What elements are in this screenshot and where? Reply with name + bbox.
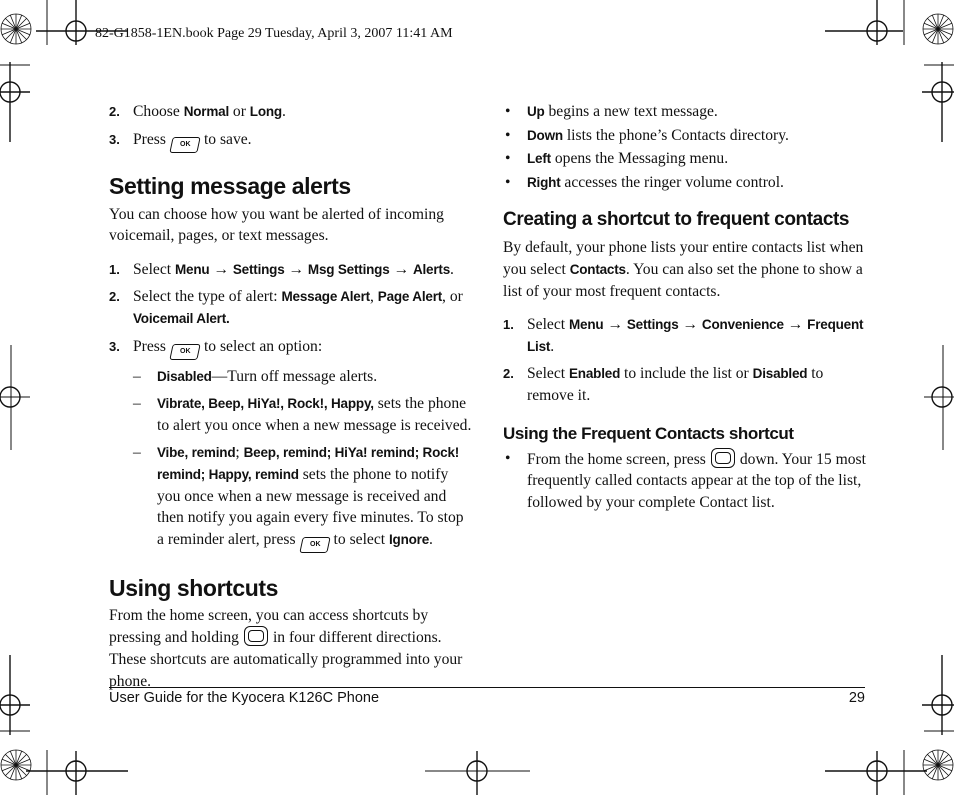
alerts-step-3: 3. Press OK to select an option: — [109, 336, 474, 360]
ok-key-icon: OK — [299, 537, 330, 553]
alerts-step-2: 2. Select the type of alert: Message Alert, Page Alert, or Voicemail Alert. — [109, 288, 463, 326]
heading-creating-shortcut: Creating a shortcut to frequent contacts — [503, 209, 850, 231]
direction-right: • Right accesses the ringer volume control. — [505, 173, 784, 191]
ok-key-icon: OK — [169, 344, 200, 360]
direction-left: • Left opens the Messaging menu. — [505, 150, 729, 168]
direction-down: • Down lists the phone’s Contacts directory. — [505, 126, 789, 144]
page-number: 29 — [848, 690, 865, 706]
heading-using-shortcuts: Using shortcuts — [109, 574, 279, 601]
book-header-line: 82-G1858-1EN.book Page 29 Tuesday, April 3, 2007 11:41 AM — [95, 26, 453, 41]
right-column — [503, 101, 868, 513]
navigation-key-icon — [244, 626, 268, 646]
ok-key-icon: OK — [169, 137, 200, 153]
heading-using-frequent-contacts: Using the Frequent Contacts shortcut — [503, 423, 794, 443]
left-column — [109, 101, 474, 692]
option-disabled: – Disabled—Turn off message alerts. — [133, 367, 378, 385]
step-press-save: 3. Press OK to save. — [109, 129, 474, 153]
navigation-key-icon — [711, 448, 735, 468]
frequent-step-1: 1. Select Menu → Settings → Convenience → Frequent List. — [503, 316, 864, 355]
footer-rule — [109, 687, 865, 688]
alerts-step-1: 1. Select Menu → Settings → Msg Settings → Alerts. — [109, 260, 454, 278]
direction-up: • Up begins a new text message. — [505, 103, 718, 120]
frequent-intro: By default, your phone lists your entire contacts list when you select Contacts. You can also set the phone to show a list of your most frequent contacts. — [503, 239, 864, 300]
option-remind: – Vibe, remind; Beep, remind; HiYa! remind; Rock! remind; Happy, remind sets the phone to notify you once when a new message is received and then notify you again every five minutes. To stop a reminder alert, press OK to select Ignore. — [109, 442, 474, 552]
heading-setting-message-alerts: Setting message alerts — [109, 172, 351, 199]
shortcuts-paragraph: From the home screen, you can access shortcuts by pressing and holding in four different directions. These shortcuts are automatically programmed into your phone. — [109, 606, 463, 690]
step-choose: 2. Choose Normal or Long. — [109, 103, 286, 120]
using-frequent-bullet: • From the home screen, press down. Your 15 most frequently called contacts appear at the top of the list, followed by your complete Contact list. — [505, 449, 866, 511]
frequent-step-2: 2. Select Enabled to include the list or Disabled to remove it. — [503, 365, 824, 404]
option-vibrate-beep: – Vibrate, Beep, HiYa!, Rock!, Happy, sets the phone to alert you once when a new message is received. — [133, 395, 472, 434]
alerts-intro: You can choose how you want be alerted of incoming voicemail, pages, or text messages. — [109, 205, 444, 245]
footer-title: User Guide for the Kyocera K126C Phone — [109, 690, 380, 706]
